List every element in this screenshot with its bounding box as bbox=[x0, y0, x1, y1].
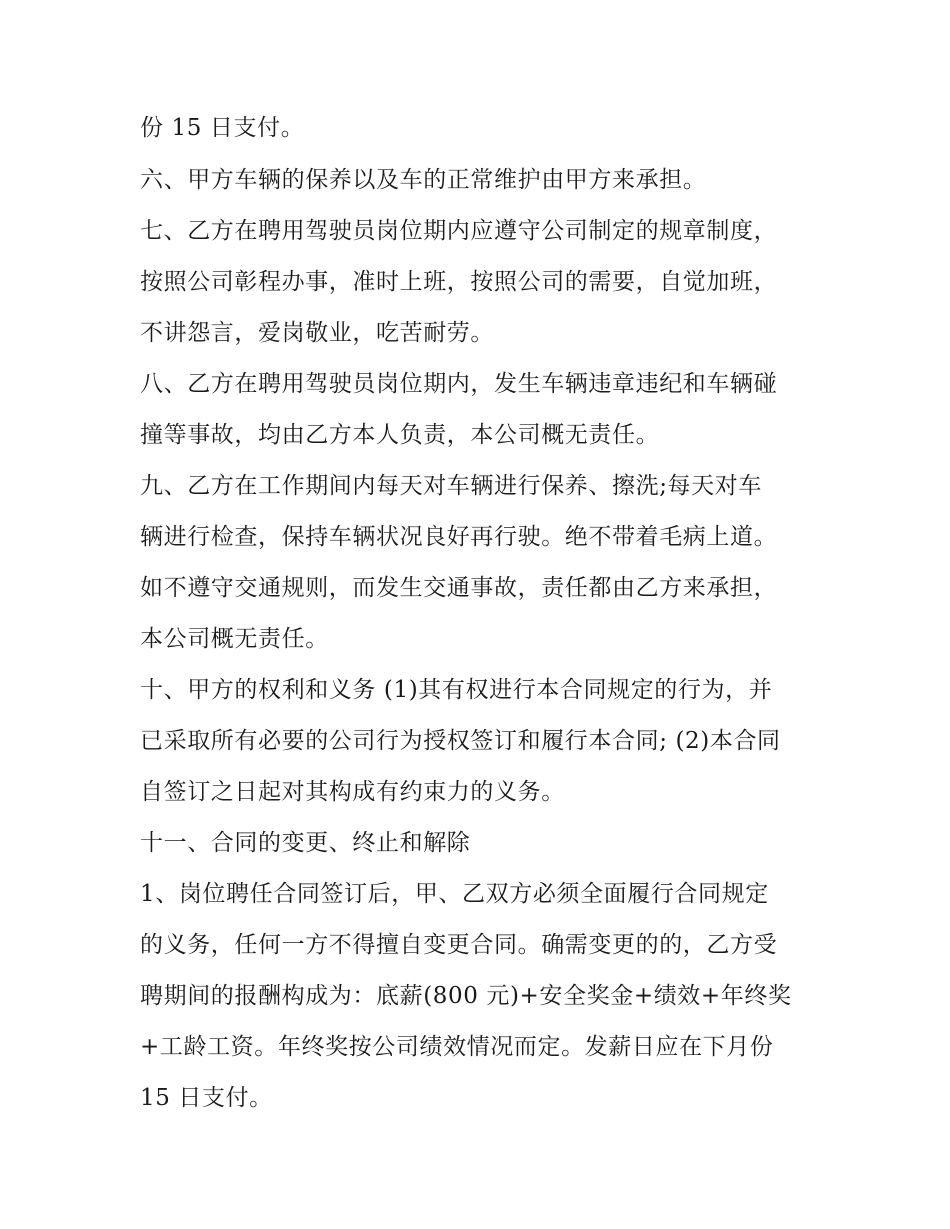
text-line: 本公司概无责任。 bbox=[140, 626, 329, 652]
text-line: 自签订之日起对其构成有约束力的义务。 bbox=[140, 779, 565, 805]
text-line: 如不遵守交通规则，而发生交通事故，责任都由乙方来承担， bbox=[140, 575, 778, 601]
text-line: 不讲怨言，爱岗敬业，吃苦耐劳。 bbox=[140, 320, 494, 346]
text-line: 聘期间的报酬构成为：底薪(800 元)+安全奖金+绩效+年终奖 bbox=[140, 983, 792, 1009]
text-line: 辆进行检查，保持车辆状况良好再行驶。绝不带着毛病上道。 bbox=[140, 524, 778, 550]
text-line: 六、甲方车辆的保养以及车的正常维护由甲方来承担。 bbox=[140, 167, 707, 193]
text-line: 15 日支付。 bbox=[140, 1085, 273, 1111]
text-line: 按照公司彰程办事，准时上班，按照公司的需要，自觉加班， bbox=[140, 269, 778, 295]
text-line: 十一、合同的变更、终止和解除 bbox=[140, 830, 471, 856]
text-line: 已采取所有必要的公司行为授权签订和履行本合同; (2)本合同 bbox=[140, 728, 781, 754]
text-line: 七、乙方在聘用驾驶员岗位期内应遵守公司制定的规章制度， bbox=[140, 218, 778, 244]
text-line: 的义务，任何一方不得擅自变更合同。确需变更的的，乙方受 bbox=[140, 932, 778, 958]
text-line: 八、乙方在聘用驾驶员岗位期内，发生车辆违章违纪和车辆碰 bbox=[140, 371, 778, 397]
text-line: 撞等事故，均由乙方本人负责，本公司概无责任。 bbox=[140, 422, 660, 448]
text-line: 十、甲方的权利和义务 (1)其有权进行本合同规定的行为，并 bbox=[140, 677, 773, 703]
text-line: +工龄工资。年终奖按公司绩效情况而定。发薪日应在下月份 bbox=[140, 1034, 774, 1060]
text-line: 1、岗位聘任合同签订后，甲、乙双方必须全面履行合同规定 bbox=[140, 881, 769, 907]
text-line: 份 15 日支付。 bbox=[140, 115, 305, 141]
text-line: 九、乙方在工作期间内每天对车辆进行保养、擦洗;每天对车 bbox=[140, 473, 762, 499]
